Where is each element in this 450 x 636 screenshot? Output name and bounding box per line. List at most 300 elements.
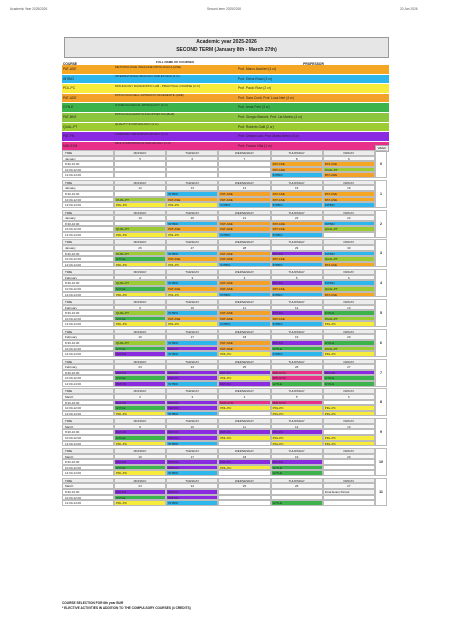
day-header: MONDAY <box>114 388 166 394</box>
class-cell: PDL-PC <box>114 441 166 447</box>
day-header: WEDNESDAY <box>218 180 270 186</box>
day-header: THURSDAY <box>271 329 323 335</box>
class-cell: INTBIO <box>218 292 270 298</box>
course-title: FORENSIC NEUROPATHOLOGY (3 cr) <box>115 132 169 136</box>
week-number: 9 <box>375 418 387 446</box>
day-header: WEDNESDAY <box>218 359 270 365</box>
class-cell: GYN-E <box>271 346 323 352</box>
date-cell: 8 <box>271 156 323 162</box>
class-cell: PDL-PC <box>323 405 375 411</box>
time-cell: 12:00-14:00 <box>62 232 114 238</box>
course-row <box>62 103 389 113</box>
class-cell: PAT-ASE <box>166 286 218 292</box>
class-cell: INTBIO <box>218 321 270 327</box>
course-professor: Prof. Franco Villa (1 cr) <box>238 143 272 148</box>
month-label: January <box>62 245 114 251</box>
class-cell: Final Exam Period <box>323 489 375 495</box>
date-cell: 24 <box>166 483 218 489</box>
day-header: MONDAY <box>114 448 166 454</box>
class-cell: QUAL-PT <box>323 226 375 232</box>
week-column-label: WEEK <box>375 145 389 152</box>
day-header: TIME <box>62 299 114 305</box>
day-header: THURSDAY <box>271 239 323 245</box>
week-block <box>62 418 382 448</box>
day-header: MONDAY <box>114 210 166 216</box>
week-number: 5 <box>375 299 387 327</box>
day-header: TUESDAY <box>166 150 218 156</box>
day-header: TUESDAY <box>166 299 218 305</box>
class-cell: GYN-E <box>323 375 375 381</box>
time-slot-row <box>62 500 375 506</box>
date-cell: 18 <box>218 454 270 460</box>
class-cell: MIN-SYM <box>218 400 270 406</box>
day-header: TUESDAY <box>166 418 218 424</box>
class-cell: PDL-PC <box>218 435 270 441</box>
time-slot-row <box>62 202 375 208</box>
day-header: FRIDAY <box>323 388 375 394</box>
class-cell: PDL-PC <box>114 411 166 417</box>
time-cell: 8:30-10:00 <box>62 400 114 406</box>
class-cell: INTBIO <box>166 221 218 227</box>
date-cell: 19 <box>114 215 166 221</box>
class-cell: INTBIO <box>271 172 323 178</box>
class-cell: INTBIO <box>166 191 218 197</box>
class-cell: GYN-E <box>114 346 166 352</box>
course-row <box>62 75 389 85</box>
time-cell: 12:00-14:00 <box>62 470 114 476</box>
time-cell: 10:00-12:00 <box>62 435 114 441</box>
time-cell: 12:00-14:00 <box>62 441 114 447</box>
time-cell: 8:30-10:00 <box>62 489 114 495</box>
class-cell: GYN-E <box>323 381 375 387</box>
class-cell: GYN-E <box>271 381 323 387</box>
day-header: MONDAY <box>114 418 166 424</box>
course-row <box>62 113 389 123</box>
day-header: TIME <box>62 448 114 454</box>
day-header: TIME <box>62 210 114 216</box>
weekly-schedule <box>62 150 383 508</box>
class-cell: PDL-PC <box>218 375 270 381</box>
class-cell: INTBIO <box>166 351 218 357</box>
course-code: PDL-PC <box>63 86 76 91</box>
date-cell: 18 <box>218 334 270 340</box>
class-cell: PAT-FN <box>114 489 166 495</box>
time-cell: 10:00-12:00 <box>62 495 114 501</box>
class-cell: PAT-ASE <box>166 256 218 262</box>
day-header: TUESDAY <box>166 359 218 365</box>
class-cell: PAT-ADE <box>218 191 270 197</box>
day-header: TIME <box>62 239 114 245</box>
class-cell <box>218 441 270 447</box>
date-cell: 20 <box>323 454 375 460</box>
week-block <box>62 388 382 418</box>
class-cell: PDL-PC <box>323 441 375 447</box>
month-label: March <box>62 394 114 400</box>
time-cell: 12:00-14:00 <box>62 381 114 387</box>
month-label: January <box>62 156 114 162</box>
class-cell: PAT-ASE <box>323 191 375 197</box>
time-cell: 8:30-10:00 <box>62 161 114 167</box>
class-cell: PAT-FN <box>166 405 218 411</box>
time-slot-row <box>62 441 375 447</box>
class-cell: PAT-FN <box>323 370 375 376</box>
class-cell: PAT-FN <box>271 310 323 316</box>
class-cell: PAT-ADE <box>271 221 323 227</box>
day-header: TUESDAY <box>166 388 218 394</box>
time-cell: 8:30-10:00 <box>62 340 114 346</box>
class-cell: GYN-E <box>271 465 323 471</box>
class-cell: PDL-PC <box>166 292 218 298</box>
day-header: FRIDAY <box>323 329 375 335</box>
day-header: TIME <box>62 478 114 484</box>
class-cell: PAT-FN <box>166 459 218 465</box>
time-cell: 10:00-12:00 <box>62 346 114 352</box>
date-cell: 9 <box>114 305 166 311</box>
class-cell: GYN-E <box>114 405 166 411</box>
course-code: QUAL-PT <box>63 124 78 129</box>
class-cell: QUAL-PT <box>323 256 375 262</box>
course-code: INTBIO <box>63 76 74 81</box>
day-header: TUESDAY <box>166 478 218 484</box>
class-cell: PDL-PC <box>114 202 166 208</box>
day-header: WEDNESDAY <box>218 210 270 216</box>
courses-header-code: COURSE <box>63 62 78 65</box>
time-cell: 10:00-12:00 <box>62 286 114 292</box>
day-header: MONDAY <box>114 239 166 245</box>
week-number: 10 <box>375 448 387 476</box>
class-cell: PAT-FN <box>218 381 270 387</box>
class-cell: PDL-PC <box>166 232 218 238</box>
courses-header-title: FULL NAME OF COURSES <box>156 60 194 64</box>
class-cell: GYN-E <box>114 286 166 292</box>
class-cell: GYN-E <box>323 340 375 346</box>
class-cell: PAT-FN <box>114 400 166 406</box>
course-professor: Prof. Roberto Galli (2 cr) <box>238 124 274 129</box>
class-cell: PAT-FN <box>166 489 218 495</box>
date-cell: 13 <box>323 305 375 311</box>
class-cell <box>323 500 375 506</box>
courses-header-professor: PROFESSOR <box>303 62 324 65</box>
time-slot-row <box>62 411 375 417</box>
time-slot-row <box>62 351 375 357</box>
day-header: FRIDAY <box>323 299 375 305</box>
date-cell: 2 <box>114 275 166 281</box>
time-cell: 8:30-10:00 <box>62 459 114 465</box>
date-cell: 19 <box>271 454 323 460</box>
date-cell: 12 <box>271 305 323 311</box>
time-cell: 12:00-14:00 <box>62 500 114 506</box>
class-cell: INTBIO <box>271 202 323 208</box>
class-cell: PAT-FN <box>114 351 166 357</box>
date-cell: 11 <box>218 424 270 430</box>
date-cell: 2 <box>114 394 166 400</box>
time-cell: 8:30-10:00 <box>62 221 114 227</box>
footnote-1: COURSE SELECTION FOR 6th year BUR <box>62 601 124 605</box>
class-cell: QUAL-PT <box>114 226 166 232</box>
class-cell: GYN-E <box>114 316 166 322</box>
time-cell: 10:00-12:00 <box>62 167 114 173</box>
day-header: FRIDAY <box>323 210 375 216</box>
time-cell: 8:30-10:00 <box>62 251 114 257</box>
date-cell: 12 <box>114 185 166 191</box>
week-block <box>62 210 382 240</box>
time-cell: 12:00-14:00 <box>62 262 114 268</box>
time-cell: 12:00-14:00 <box>62 292 114 298</box>
week-block <box>62 448 383 478</box>
week-number: 3 <box>375 239 387 267</box>
day-header: THURSDAY <box>271 269 323 275</box>
class-cell: PAT-ADE <box>218 280 270 286</box>
course-professor: Prof. Paolo Rizzi (2 cr) <box>238 86 271 91</box>
time-cell: 10:00-12:00 <box>62 197 114 203</box>
time-slot-row <box>62 470 375 476</box>
day-header: WEDNESDAY <box>218 269 270 275</box>
class-cell <box>218 470 270 476</box>
day-header: MONDAY <box>114 478 166 484</box>
class-cell: QUAL-PT <box>114 197 166 203</box>
time-cell: 10:00-12:00 <box>62 375 114 381</box>
class-cell: PAT-ADE <box>218 286 270 292</box>
day-header: FRIDAY <box>323 239 375 245</box>
day-header: FRIDAY <box>323 150 375 156</box>
class-cell: PAT-ADE <box>218 221 270 227</box>
day-header: TUESDAY <box>166 269 218 275</box>
class-cell: PAT-FN <box>166 495 218 501</box>
week-block <box>62 329 382 359</box>
time-slot-row <box>62 262 375 268</box>
time-cell: 12:00-14:00 <box>62 202 114 208</box>
class-cell: QUAL-PT <box>323 316 375 322</box>
footnote-2: * ELECTIVE ACTIVITIES IN ADDITION TO THE COMPULSORY COURSES (4 CREDITS) <box>62 605 191 610</box>
class-cell: PDL-PC <box>323 411 375 417</box>
date-cell: 13 <box>323 424 375 430</box>
date-cell: 11 <box>218 305 270 311</box>
day-header: MONDAY <box>114 359 166 365</box>
class-cell: INTBIO <box>271 321 323 327</box>
class-cell: PAT-FN <box>218 459 270 465</box>
date-cell: 19 <box>271 334 323 340</box>
course-row <box>62 123 389 133</box>
class-cell: PAT-ADE <box>218 226 270 232</box>
day-header: THURSDAY <box>271 388 323 394</box>
header-left: Academic Year 2025/2026 <box>10 7 48 11</box>
day-header: TIME <box>62 418 114 424</box>
time-cell: 12:00-14:00 <box>62 172 114 178</box>
date-cell: 12 <box>271 424 323 430</box>
class-cell <box>323 232 375 238</box>
date-cell: 24 <box>166 364 218 370</box>
week-block <box>62 180 382 210</box>
class-cell: PAT-FN <box>114 370 166 376</box>
class-cell: INTBIO <box>218 262 270 268</box>
class-cell: PAT-ASE <box>271 286 323 292</box>
class-cell: PAT-ASE <box>323 161 375 167</box>
class-cell: PAT-ASE <box>323 262 375 268</box>
date-cell: 16 <box>114 334 166 340</box>
date-cell: 21 <box>218 215 270 221</box>
class-cell <box>114 172 166 178</box>
day-header: WEDNESDAY <box>218 299 270 305</box>
day-header: FRIDAY <box>323 359 375 365</box>
class-cell <box>323 470 375 476</box>
day-header: FRIDAY <box>323 269 375 275</box>
month-label: February <box>62 334 114 340</box>
time-cell: 12:00-14:00 <box>62 351 114 357</box>
week-number: 0 <box>375 150 387 178</box>
course-title: INTERNATIONAL BIOLOGY AND ETHICS (3 cr) <box>115 74 180 79</box>
date-cell: 6 <box>323 394 375 400</box>
course-row <box>62 65 389 75</box>
class-cell: PDL-PC <box>114 321 166 327</box>
time-cell: 8:30-10:00 <box>62 429 114 435</box>
class-cell: INTBIO <box>323 280 375 286</box>
class-cell: PAT-ASE <box>271 197 323 203</box>
class-cell: INTBIO <box>166 411 218 417</box>
date-cell: 10 <box>166 424 218 430</box>
class-cell: INTBIO <box>166 251 218 257</box>
course-code: PAT-ASE <box>63 67 77 71</box>
class-cell <box>218 500 270 506</box>
class-cell: MIN-SYM <box>271 400 323 406</box>
course-title: MINI SYMPOSIUM IN PATHOLOGY (1 cr) <box>115 141 172 146</box>
date-cell: 15 <box>271 185 323 191</box>
time-slot-row <box>62 232 375 238</box>
date-cell: 23 <box>114 364 166 370</box>
week-block <box>62 359 382 389</box>
time-cell: 10:00-12:00 <box>62 405 114 411</box>
class-cell: QUAL-PT <box>323 167 375 173</box>
class-cell: MIN-SYM <box>271 370 323 376</box>
class-cell: INTBIO <box>271 262 323 268</box>
header-right: 20 Jan 2026 <box>400 7 418 11</box>
date-cell: 5 <box>271 275 323 281</box>
month-label: January <box>62 185 114 191</box>
day-header: FRIDAY <box>323 448 375 454</box>
week-block <box>62 478 383 508</box>
day-header: TIME <box>62 359 114 365</box>
time-cell: 8:30-10:00 <box>62 310 114 316</box>
class-cell: PAT-ADE <box>218 340 270 346</box>
date-cell: 6 <box>323 275 375 281</box>
day-header: TIME <box>62 388 114 394</box>
class-cell: PDL-PC <box>271 411 323 417</box>
class-cell: PDL-PC <box>114 262 166 268</box>
day-header: WEDNESDAY <box>218 478 270 484</box>
class-cell: INTBIO <box>271 232 323 238</box>
time-slot-row <box>62 172 375 178</box>
date-cell: 9 <box>323 156 375 162</box>
day-header: WEDNESDAY <box>218 329 270 335</box>
month-label: March <box>62 424 114 430</box>
class-cell: PAT-ADE <box>218 316 270 322</box>
class-cell: PAT-FN <box>271 429 323 435</box>
class-cell: PAT-FN <box>271 251 323 257</box>
day-header: TUESDAY <box>166 180 218 186</box>
date-cell: 26 <box>271 364 323 370</box>
date-cell: 30 <box>323 245 375 251</box>
class-cell: INTBIO <box>166 310 218 316</box>
class-cell: PAT-ASE <box>271 226 323 232</box>
date-cell: 10 <box>166 305 218 311</box>
class-cell <box>166 172 218 178</box>
date-cell: 6 <box>166 156 218 162</box>
time-cell: 10:00-12:00 <box>62 316 114 322</box>
day-header: WEDNESDAY <box>218 418 270 424</box>
course-title: PATOLOGIA EMATOLINFOPOIETICA (BHZ) <box>115 112 175 117</box>
class-cell: GYN-E <box>114 375 166 381</box>
date-cell: 20 <box>166 215 218 221</box>
date-cell: 13 <box>166 185 218 191</box>
header-center: Second term 2025/2026 <box>207 7 242 11</box>
class-cell: PAT-ADE <box>323 172 375 178</box>
class-cell: INTBIO <box>323 202 375 208</box>
academic-year-title: Academic year 2025-2026 <box>196 39 257 45</box>
course-professor: Prof. Anna Ferri (3 cr) <box>238 105 270 110</box>
class-cell: PAT-FN <box>166 370 218 376</box>
class-cell: MIN-SYM <box>271 375 323 381</box>
day-header: MONDAY <box>114 329 166 335</box>
class-cell: INTBIO <box>218 232 270 238</box>
day-header: TUESDAY <box>166 448 218 454</box>
footnotes <box>62 601 191 610</box>
term-title: SECOND TERM (January 8th - March 27th) <box>176 47 277 53</box>
class-cell: PDL-PC <box>323 321 375 327</box>
class-cell: QUAL-PT <box>114 340 166 346</box>
date-cell: 9 <box>114 424 166 430</box>
class-cell: PAT-ASE <box>271 316 323 322</box>
date-cell: 27 <box>323 364 375 370</box>
class-cell: INTBIO <box>166 381 218 387</box>
class-cell: GYN-E <box>114 435 166 441</box>
week-number: 6 <box>375 329 387 357</box>
day-header: FRIDAY <box>323 180 375 186</box>
date-cell: 26 <box>114 245 166 251</box>
class-cell: PAT-FN <box>271 280 323 286</box>
week-number: 4 <box>375 269 387 297</box>
date-cell: 17 <box>166 334 218 340</box>
class-cell: PDL-PC <box>166 202 218 208</box>
course-code: PAT-BHZ <box>63 114 77 119</box>
week-block <box>62 150 382 180</box>
class-cell: GYN-E <box>114 256 166 262</box>
date-cell: 26 <box>271 483 323 489</box>
day-header: WEDNESDAY <box>218 388 270 394</box>
class-cell: PDL-PC <box>114 470 166 476</box>
time-slot-row <box>62 381 375 387</box>
day-header: WEDNESDAY <box>218 239 270 245</box>
course-row <box>62 132 389 142</box>
course-title: GYNECOLOGICAL PATHOLOGY (3 cr) <box>115 103 168 107</box>
day-header: THURSDAY <box>271 418 323 424</box>
class-cell: PDL-PC <box>218 405 270 411</box>
class-cell: PAT-FN <box>166 375 218 381</box>
day-header: TUESDAY <box>166 329 218 335</box>
course-professor: Prof. Marco Aschieri (4 cr) <box>238 67 277 71</box>
class-cell: PDL-PC <box>323 435 375 441</box>
day-header: MONDAY <box>114 180 166 186</box>
class-cell: GYN-E <box>271 500 323 506</box>
class-cell: PDL-PC <box>218 351 270 357</box>
time-cell: 10:00-12:00 <box>62 256 114 262</box>
class-cell: PAT-ADE <box>271 167 323 173</box>
course-code: PAT-FN <box>63 134 75 139</box>
class-cell: INTBIO <box>166 470 218 476</box>
class-cell: GYN-E <box>271 470 323 476</box>
time-cell: 12:00-14:00 <box>62 411 114 417</box>
date-cell: 17 <box>166 454 218 460</box>
course-title: METODOLOGIE INDAGINE PATOLOGICA (ASE) <box>115 65 182 69</box>
day-header: MONDAY <box>114 150 166 156</box>
